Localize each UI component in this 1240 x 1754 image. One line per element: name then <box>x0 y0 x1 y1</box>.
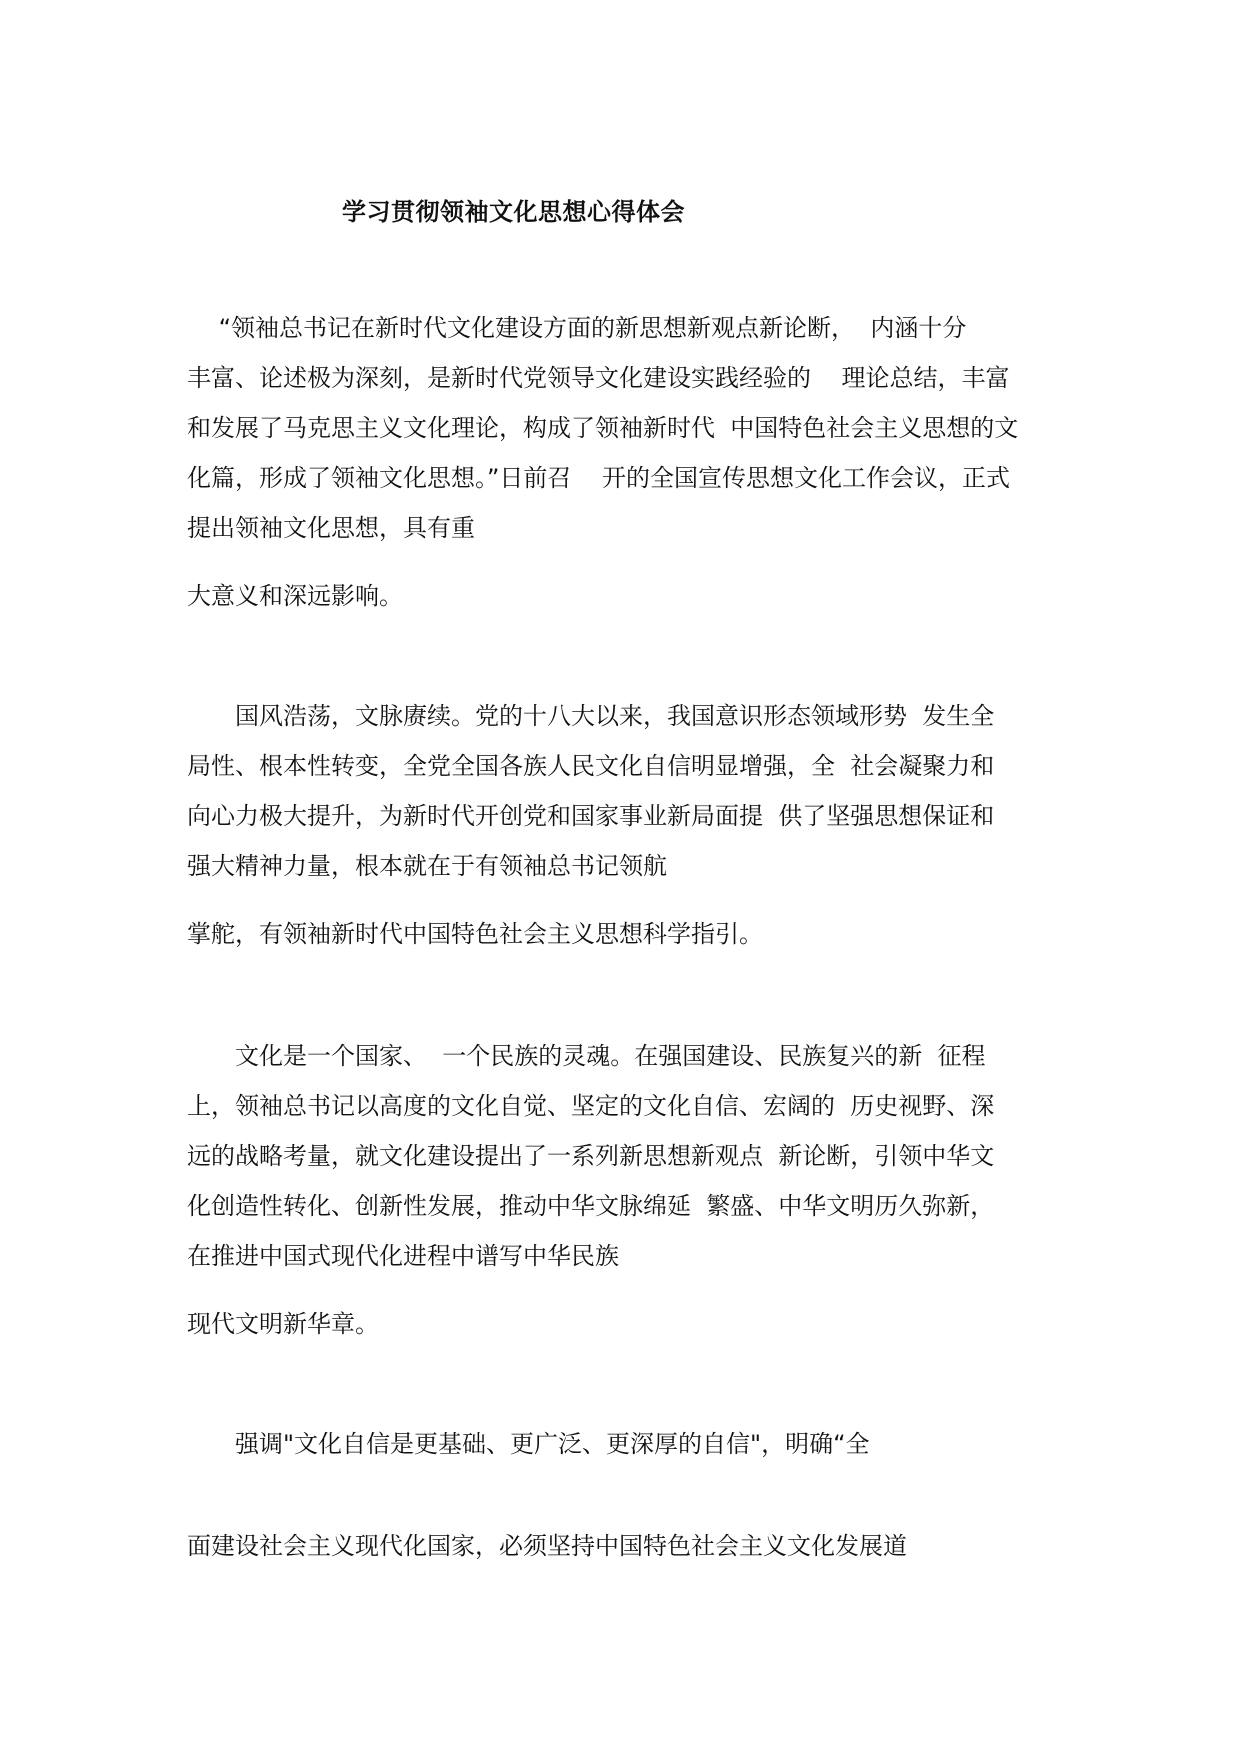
paragraph-3-line-1: 文化是一个国家、 一个民族的灵魂。在强国建设、民族复兴的新 征程 <box>187 1042 986 1070</box>
paragraph-2-line-3: 向心力极大提升，为新时代开创党和国家事业新局面提 供了坚强思想保证和 <box>187 802 995 830</box>
paragraph-4-line-2: 面建设社会主义现代化国家，必须坚持中国特色社会主义文化发展道 <box>187 1532 907 1560</box>
paragraph-1-line-3: 和发展了马克思主义文化理论，构成了领袖新时代 中国特色社会主义思想的文 <box>187 414 1019 442</box>
paragraph-3-line-4: 化创造性转化、创新性发展，推动中华文脉绵延 繁盛、中华文明历久弥新， <box>187 1192 995 1220</box>
paragraph-1-line-4: 化篇，形成了领袖文化思想。”日前召 开的全国宣传思想文化工作会议，正式 <box>187 464 1010 492</box>
paragraph-2-line-2: 局性、根本性转变，全党全国各族人民文化自信明显增强，全 社会凝聚力和 <box>187 752 995 780</box>
document-title: 学习贯彻领袖文化思想心得体会 <box>342 198 685 226</box>
paragraph-2-line-4: 强大精神力量，根本就在于有领袖总书记领航 <box>187 852 667 880</box>
paragraph-4-line-1: 强调"文化自信是更基础、更广泛、更深厚的自信"，明确“全 <box>187 1430 870 1458</box>
paragraph-3-line-2: 上，领袖总书记以高度的文化自觉、坚定的文化自信、宏阔的 历史视野、深 <box>187 1092 995 1120</box>
paragraph-1-line-5: 提出领袖文化思想，具有重 <box>187 514 475 542</box>
paragraph-1-line-1: “领袖总书记在新时代文化建设方面的新思想新观点新论断， 内涵十分 <box>187 314 967 342</box>
paragraph-3-line-3: 远的战略考量，就文化建设提出了一系列新思想新观点 新论断，引领中华文 <box>187 1142 995 1170</box>
paragraph-3-line-6: 现代文明新华章。 <box>187 1310 379 1338</box>
paragraph-2-line-1: 国风浩荡，文脉赓续。党的十八大以来，我国意识形态领域形势 发生全 <box>187 702 995 730</box>
paragraph-2-line-5: 掌舵，有领袖新时代中国特色社会主义思想科学指引。 <box>187 920 763 948</box>
paragraph-1-line-2: 丰富、论述极为深刻，是新时代党领导文化建设实践经验的 理论总结，丰富 <box>187 364 1010 392</box>
paragraph-1-line-6: 大意义和深远影响。 <box>187 582 403 610</box>
paragraph-3-line-5: 在推进中国式现代化进程中谱写中华民族 <box>187 1242 619 1270</box>
